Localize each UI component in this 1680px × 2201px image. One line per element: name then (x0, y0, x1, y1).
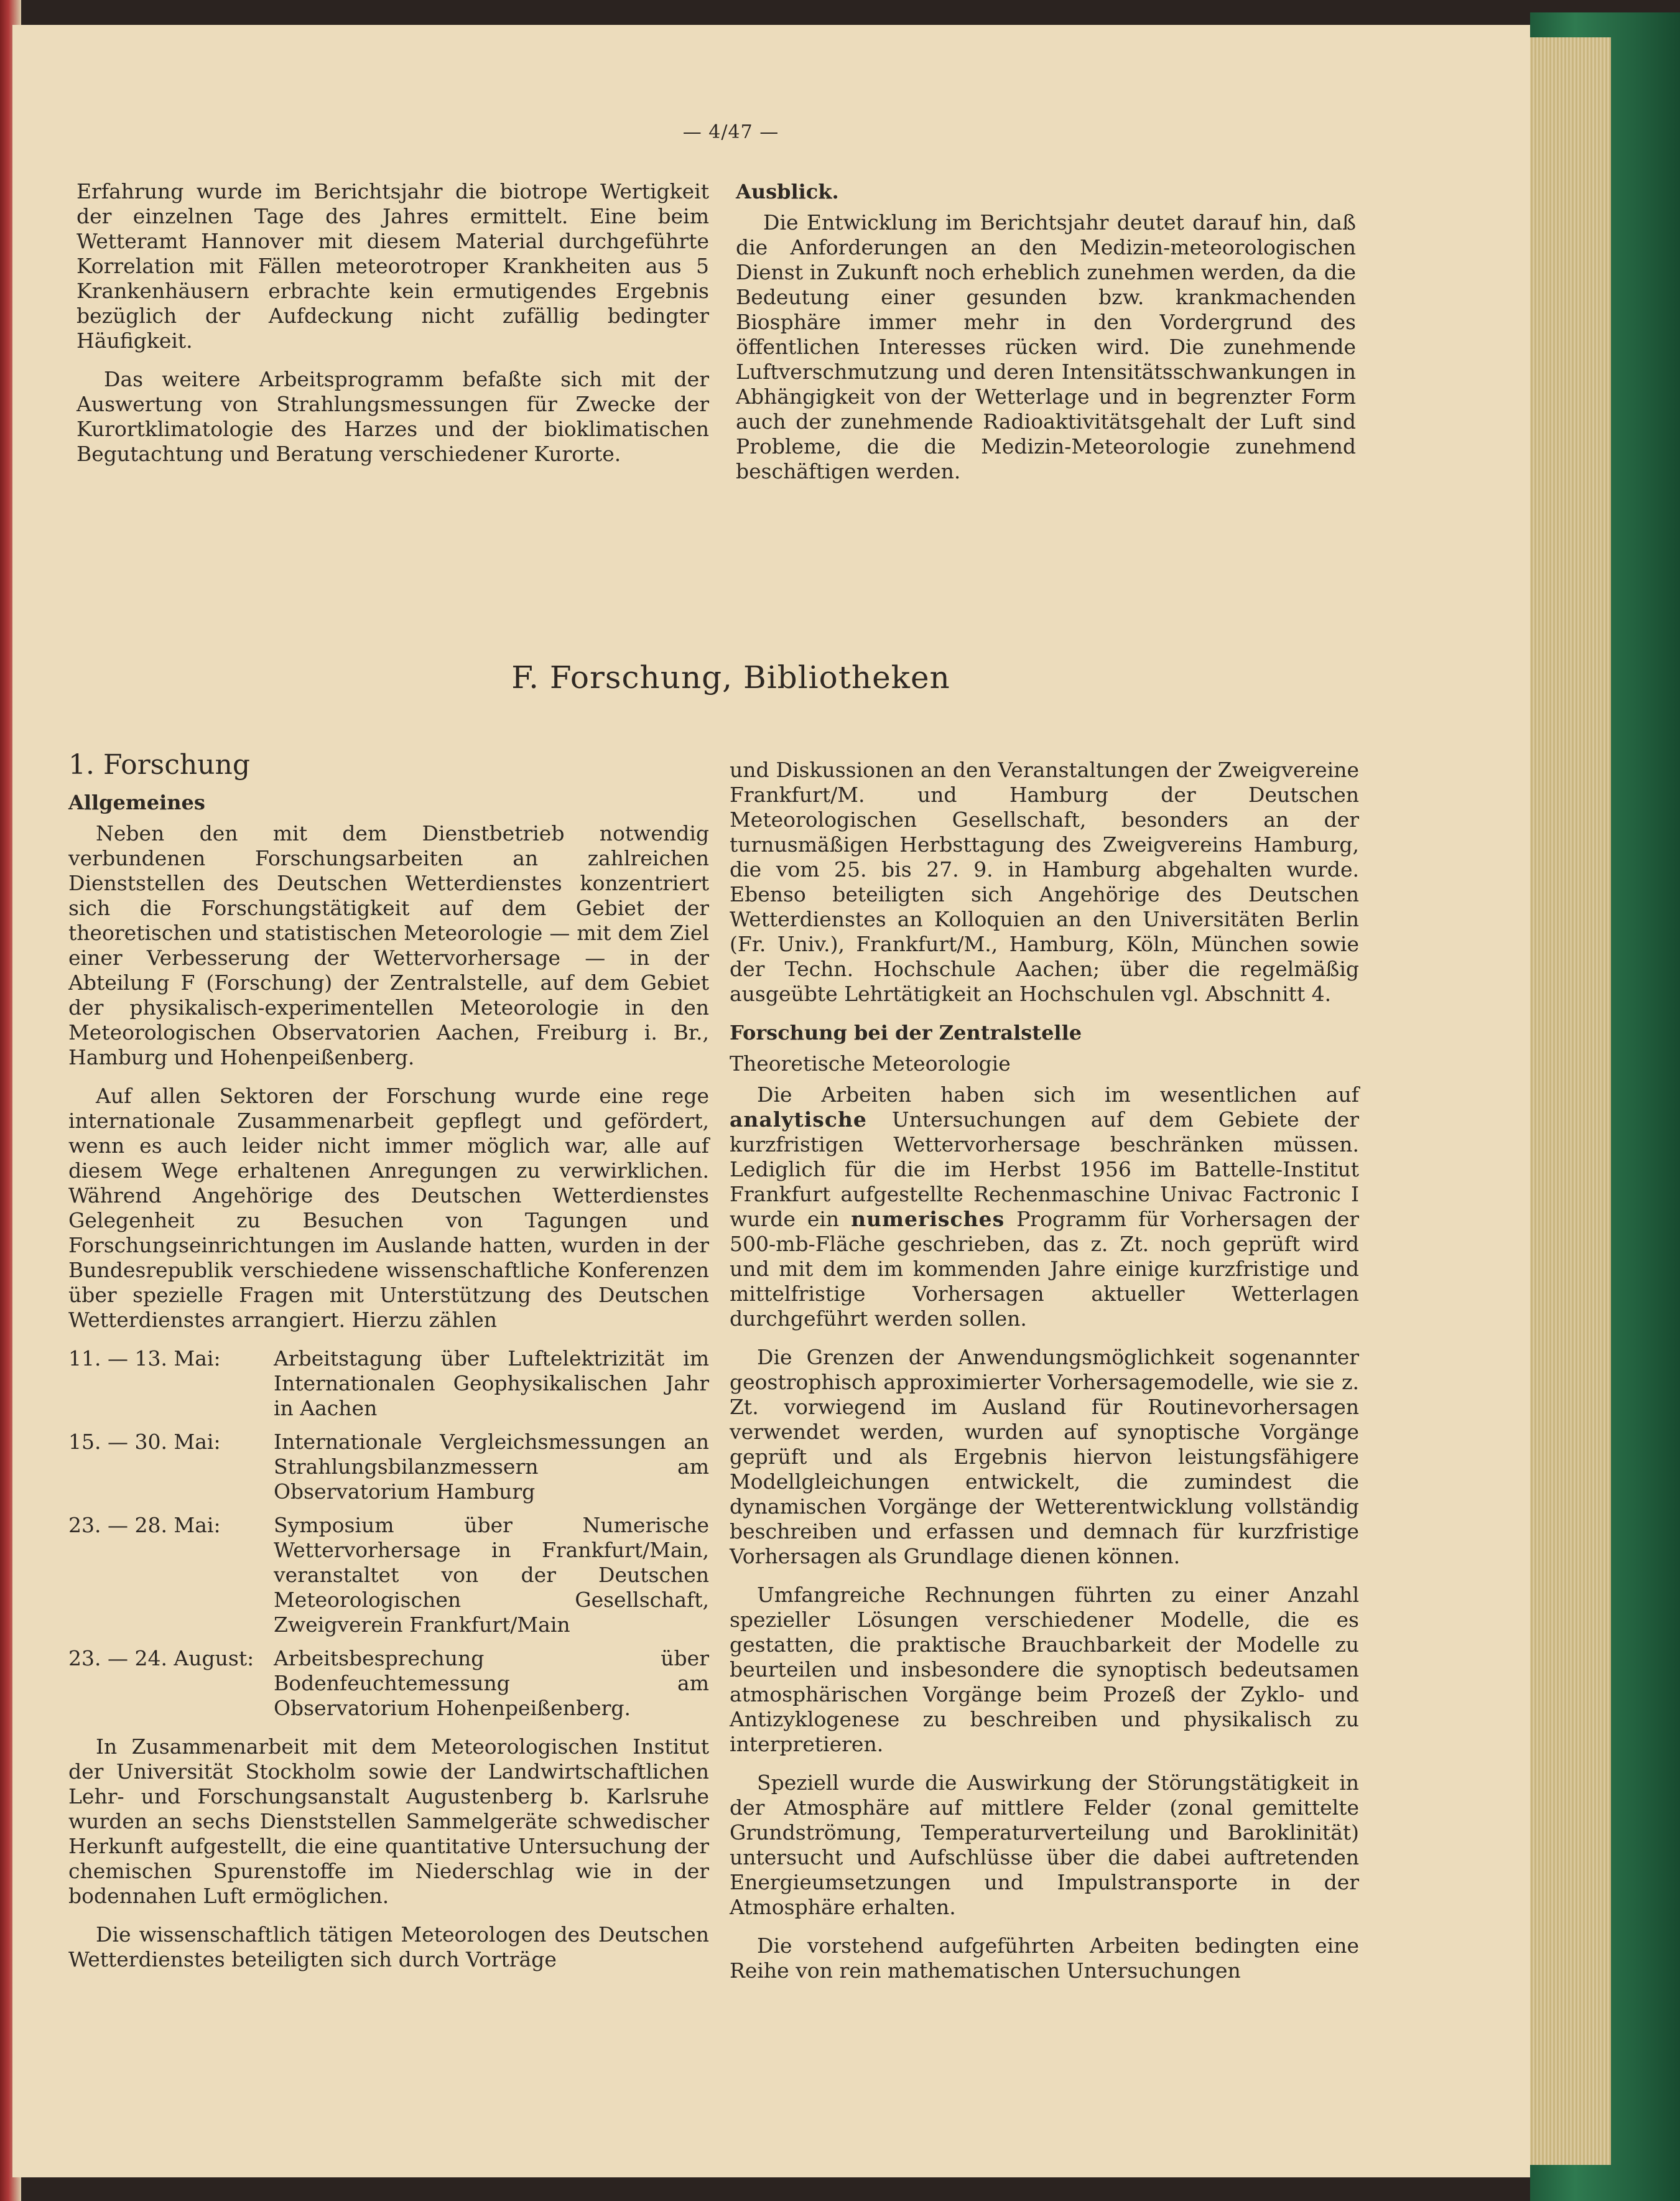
event-date: 11. — 13. Mai: (68, 1346, 221, 1370)
text-run: Die Arbeiten haben sich im wesentlichen auf (757, 1082, 1359, 1107)
top-right-column (736, 179, 1356, 498)
section-heading-allgemeines: Allgemeines (68, 791, 205, 814)
page-number: — 4/47 — (682, 121, 779, 143)
paragraph: Die Grenzen der Anwendungsmöglichkeit sogenannter geostrophisch approximierter Vorhersagemodelle, wie sie z. Zt. vorwiegend im Ausland für Routinevorhersagen verwendet werden, wurden auf synoptische Vorgänge geprüft und als Ergebnis hiervon leistungsfähigere Modellgleichungen entwickelt, die zumindest die dynamischen Vorgänge der Wetterentwicklung vollständig beschreiben und erfassen und demnach für kurzfristige Vorhersagen als Grundlage dienen können. (730, 1345, 1359, 1568)
paragraph (730, 1082, 1359, 1331)
emphasis: analytische (730, 1107, 867, 1132)
paragraph: Umfangreiche Rechnungen führten zu einer Anzahl spezieller Lösungen verschiedener Modelle, die es gestatten, die praktische Brauchbarkeit der Modelle zu beurteilen und insbesondere die synoptisch bedeutsamen atmosphärischen Vorgänge beim Prozeß der Zyklo- und Antizyklogenese zu beschreiben und physikalisch zu interpretieren. (730, 1583, 1359, 1756)
paragraph: Erfahrung wurde im Berichtsjahr die biotrope Wertigkeit der einzelnen Tage des Jahres ermittelt. Eine beim Wetteramt Hannover mit diesem Material durchgeführte Korrelation mit Fällen meteorotroper Krankheiten aus 5 Krankenhäusern erbrachte kein ermutigendes Ergebnis bezüglich der Aufdeckung nicht zufällig bedingter Häufigkeit. (77, 179, 709, 353)
section-heading-ausblick: Ausblick. (736, 180, 839, 203)
event-description: Symposium über Numerische Wettervorhersage in Frankfurt/Main, veranstaltet von der Deutschen Meteorologischen Gesellschaft, Zweigverein Frankfurt/Main (274, 1513, 709, 1637)
section-heading-zentralstelle: Forschung bei der Zentralstelle (730, 1021, 1082, 1045)
event-item (68, 1430, 709, 1504)
paragraph: Auf allen Sektoren der Forschung wurde eine rege internationale Zusammenarbeit gepflegt und gefördert, wenn es auch leider nicht immer möglich war, alle auf diesem Wege erhaltenen Anregungen zu verwirklichen. Während Angehörige des Deutschen Wetterdienstes Gelegenheit zu Besuchen von Tagungen und Forschungseinrichtungen im Auslande hatten, wurden in der Bundesrepublik verschiedene wissenschaftliche Konferenzen über spezielle Fragen mit Unterstützung des Deutschen Wetterdienstes arrangiert. Hierzu zählen (68, 1084, 709, 1332)
page-edges (1518, 37, 1611, 2165)
text-run: Programm für Vorhersagen der 500-mb-Fläche geschrieben, das z. Zt. noch geprüft wird und mit dem im kommenden Jahre einige kurzfristige und mittelfristige Vorhersagen aktueller Wetterlagen durchgeführt werden sollen. (730, 1207, 1360, 1331)
event-item (68, 1646, 709, 1721)
paragraph: In Zusammenarbeit mit dem Meteorologischen Institut der Universität Stockholm sowie der Landwirtschaftlichen Lehr- und Forschungsanstalt Augustenberg b. Karlsruhe wurden an sechs Dienststellen Sammelgeräte schwedischer Herkunft aufgestellt, die eine quantitative Untersuchung der chemischen Spurenstoffe im Niederschlag wie in der bodennahen Luft ermöglichen. (68, 1734, 709, 1908)
paragraph: Die wissenschaftlich tätigen Meteorologen des Deutschen Wetterdienstes beteiligten sich durch Vorträge (68, 1922, 709, 1971)
subsection-heading: Theoretische Meteorologie (730, 1051, 1011, 1076)
text-run: Untersuchungen auf dem Gebiete der kurzfristigen Wettervorhersage beschränken müssen. Lediglich für die im Herbst 1956 im Battelle-Institut Frankfurt aufgestellte Rechenmaschine Univac Factronic I wurde ein (730, 1107, 1359, 1231)
paragraph: Das weitere Arbeitsprogramm befaßte sich mit der Auswertung von Strahlungsmessungen für Zwecke der Kurortklimatologie des Harzes und der bioklimatischen Begutachtung und Beratung verschiedener Kurorte. (77, 367, 709, 466)
lower-left-column (68, 749, 709, 1986)
event-item (68, 1346, 709, 1421)
top-left-column (77, 179, 709, 480)
event-description: Arbeitsbesprechung über Bodenfeuchtemessung am Observatorium Hohenpeißenberg. (274, 1646, 709, 1720)
paragraph: und Diskussionen an den Veranstaltungen der Zweigvereine Frankfurt/M. und Hamburg der Deutschen Meteorologischen Gesellschaft, besonders an der turnusmäßigen Herbsttagung des Zweigvereins Hamburg, die vom 25. bis 27. 9. in Hamburg abgehalten wurde. Ebenso beteiligten sich Angehörige des Deutschen Wetterdienstes an Kolloquien an den Universitäten Berlin (Fr. Univ.), Frankfurt/M., Hamburg, Köln, München sowie der Techn. Hochschule Aachen; über die regelmäßig ausgeübte Lehrtätigkeit an Hochschulen vgl. Abschnitt 4. (730, 758, 1359, 1006)
paragraph: Neben den mit dem Dienstbetrieb notwendig verbundenen Forschungsarbeiten an zahlreichen Dienststellen des Deutschen Wetterdienstes konzentriert sich die Forschungstätigkeit auf dem Gebiet der theoretischen und statistischen Meteorologie — mit dem Ziel einer Verbesserung der Wettervorhersage — in der Abteilung F (Forschung) der Zentralstelle, auf dem Gebiet der physikalisch-experimentellen Meteorologie in den Meteorologischen Observatorien Aachen, Freiburg i. Br., Hamburg und Hohenpeißenberg. (68, 821, 709, 1069)
event-date: 23. — 24. August: (68, 1646, 254, 1670)
emphasis: numerisches (851, 1207, 1005, 1231)
event-list (68, 1346, 709, 1721)
section-title: F. Forschung, Bibliotheken (511, 659, 950, 696)
event-date: 23. — 28. Mai: (68, 1513, 221, 1537)
paragraph: Die Entwicklung im Berichtsjahr deutet darauf hin, daß die Anforderungen an den Medizin-meteorologischen Dienst in Zukunft noch erheblich zunehmen werden, da die Bedeutung einer gesunden bzw. krankmachenden Biosphäre immer mehr in den Vordergrund des öffentlichen Interesses rücken wird. Die zunehmende Luftverschmutzung und deren Intensitätsschwankungen in Abhängigkeit von der Wetterlage und in begrenzter Form auch der zunehmende Radioaktivitätsgehalt der Luft sind Probleme, die die Medizin-Meteorologie zunehmend beschäftigen werden. (736, 210, 1356, 483)
paragraph: Die vorstehend aufgeführten Arbeiten bedingten eine Reihe von rein mathematischen Untersuchungen (730, 1933, 1359, 1983)
event-description: Arbeitstagung über Luftelektrizität im Internationalen Geophysikalischen Jahr in Aachen (274, 1346, 709, 1420)
document-page (12, 25, 1530, 2177)
subsection-title: 1. Forschung (68, 749, 251, 781)
event-date: 15. — 30. Mai: (68, 1430, 221, 1454)
lower-right-column (730, 758, 1359, 1997)
event-item (68, 1513, 709, 1637)
event-description: Internationale Vergleichsmessungen an Strahlungsbilanzmessern am Observatorium Hamburg (274, 1430, 709, 1504)
paragraph: Speziell wurde die Auswirkung der Störungstätigkeit in der Atmosphäre auf mittlere Felder (zonal gemittelte Grundströmung, Temperaturverteilung und Baroklinität) untersucht und Aufschlüsse über die dabei auftretenden Energieumsetzungen und Impulstransporte in der Atmosphäre erhalten. (730, 1771, 1359, 1919)
